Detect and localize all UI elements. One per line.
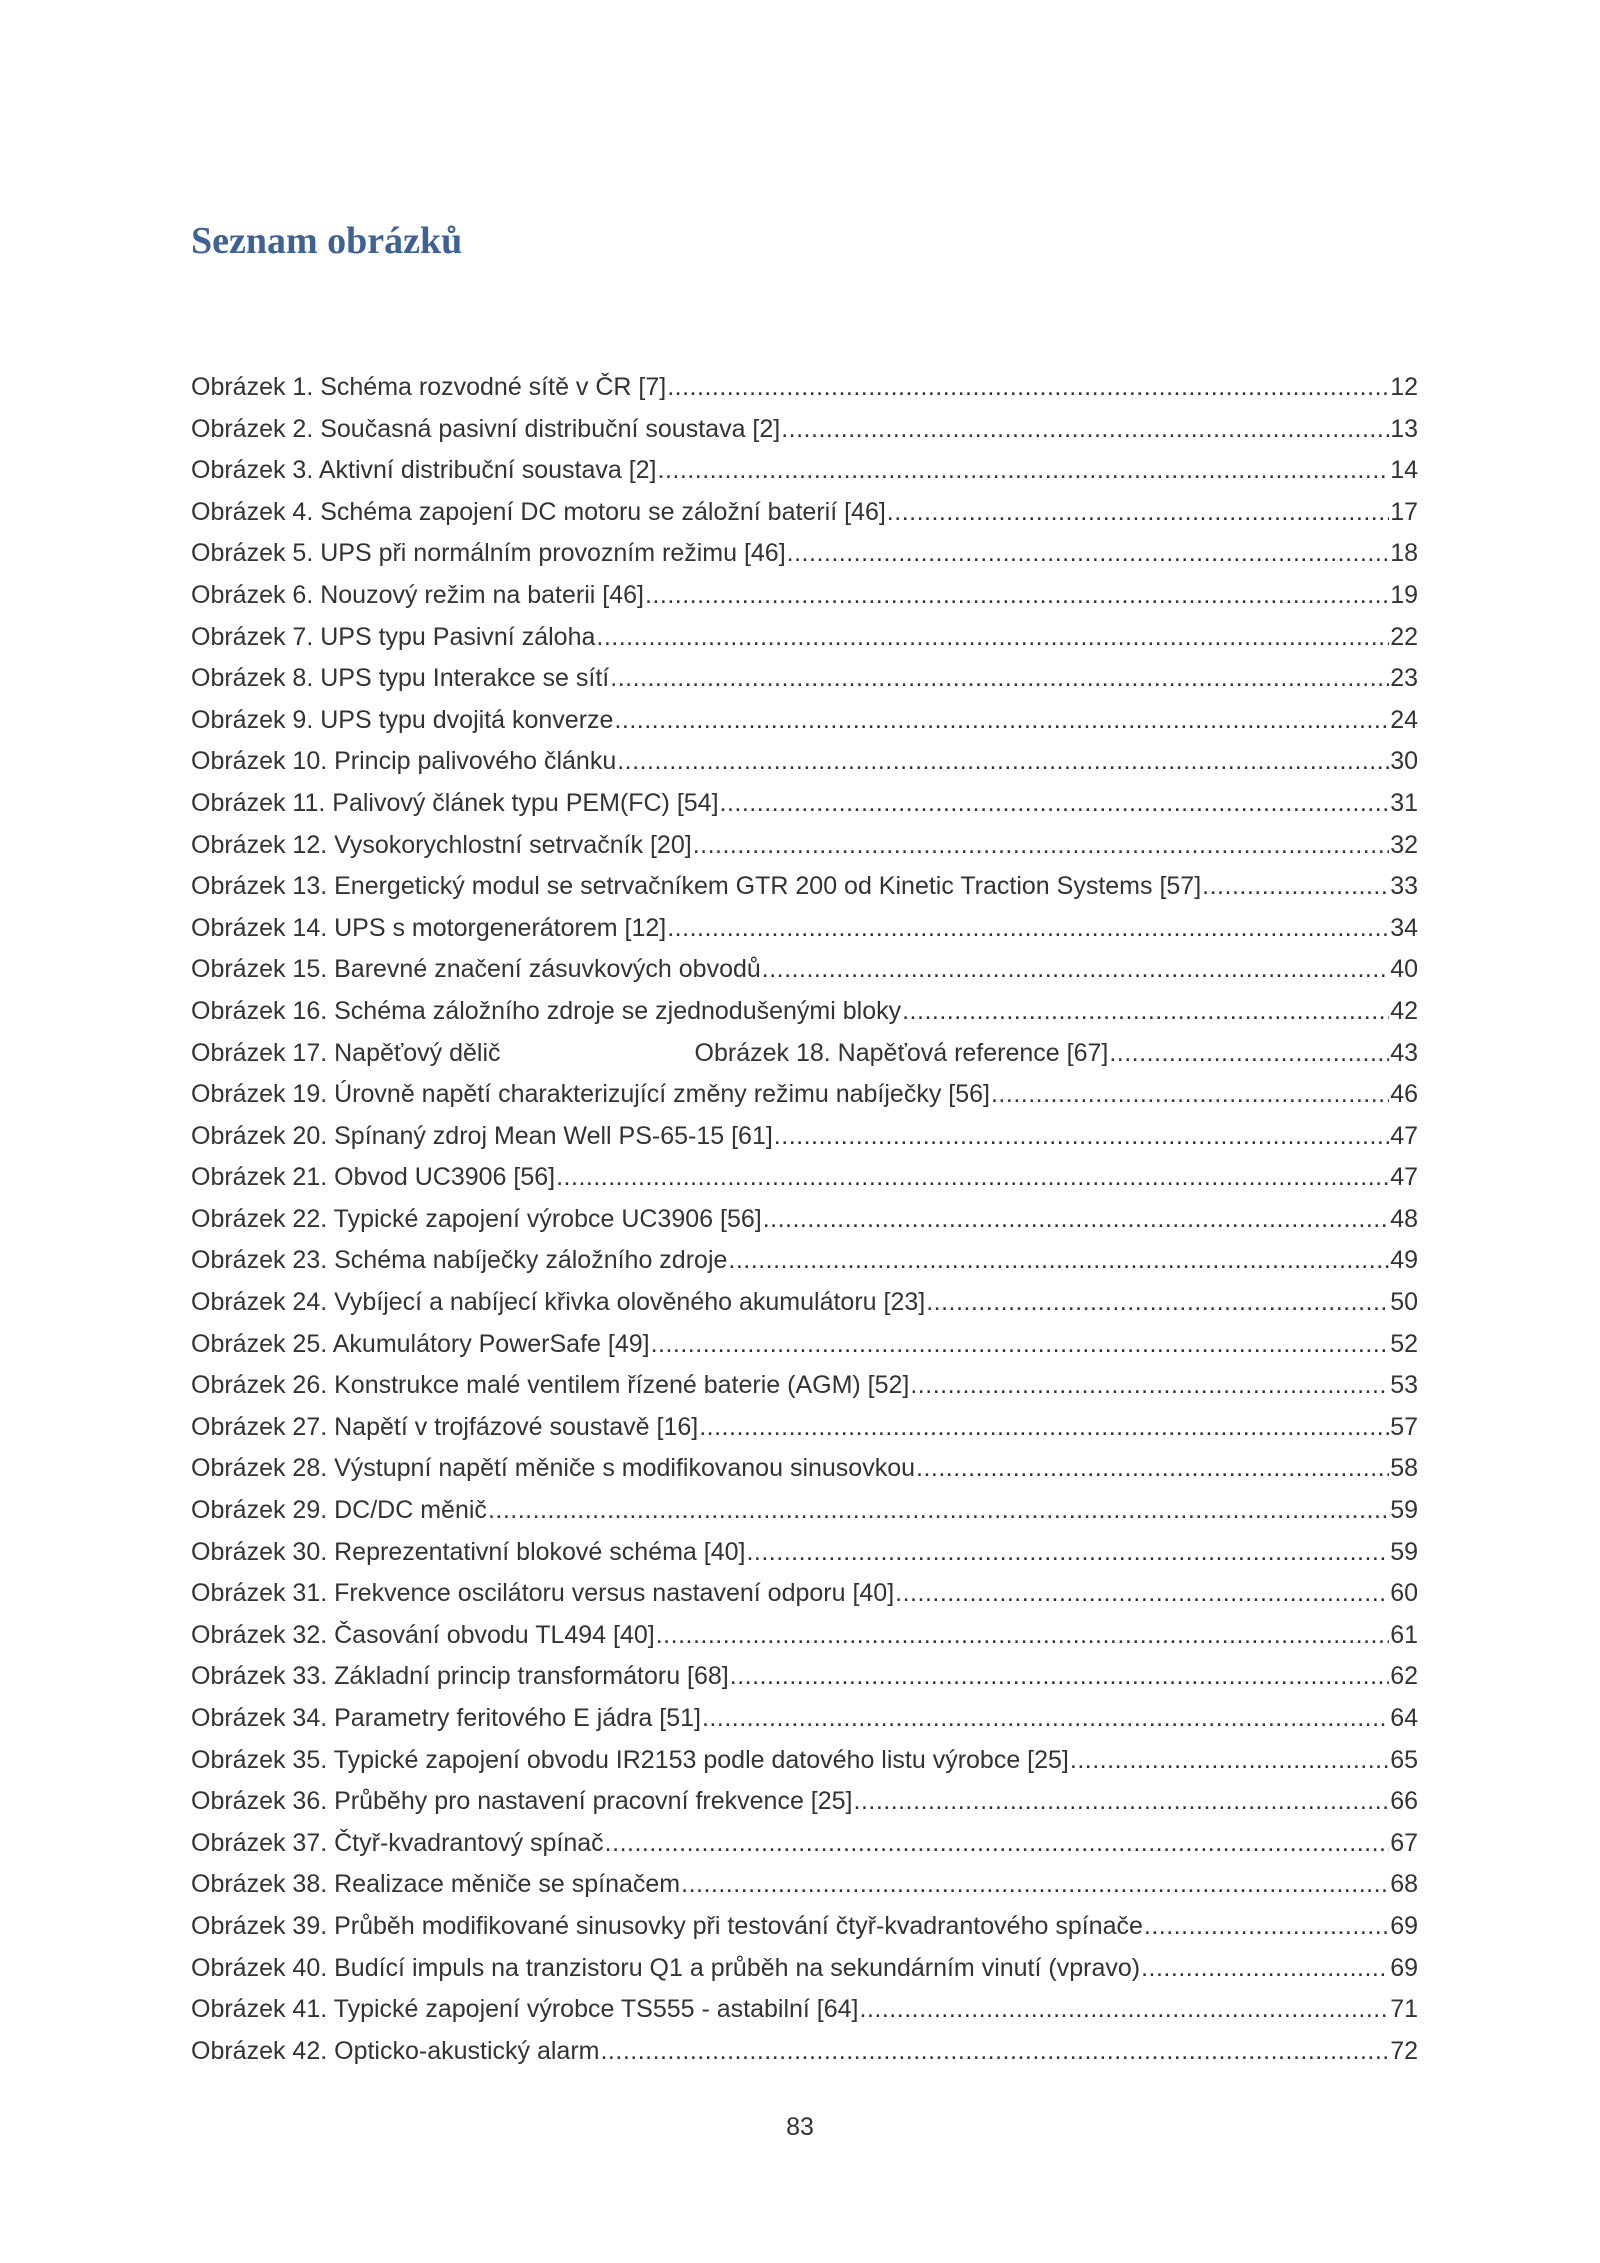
toc-entry-page: 18 [1390,539,1418,568]
toc-entry-page: 72 [1390,2036,1418,2065]
toc-entry-title: Obrázek 4. Schéma zapojení DC motoru se záložní baterií [46] [191,497,886,526]
dot-leader [681,1864,1389,1906]
toc-entry-page: 30 [1390,747,1418,776]
dot-leader [762,949,1389,991]
toc-entry-page: 23 [1390,664,1418,693]
toc-entry-page: 66 [1390,1787,1418,1816]
toc-entry-page: 69 [1390,1911,1418,1940]
dot-leader [651,1324,1390,1366]
dot-leader [1141,1948,1389,1990]
toc-entry-title: Obrázek 20. Spínaný zdroj Mean Well PS-65-15 [61] [191,1121,773,1150]
toc-entry-title: Obrázek 2. Současná pasivní distribuční soustava [2] [191,414,781,443]
toc-entry-page: 62 [1390,1662,1418,1691]
dot-leader [991,1074,1389,1116]
toc-entry-page: 34 [1390,913,1418,942]
toc-entry-title: Obrázek 42. Opticko-akustický alarm [191,2036,600,2065]
dot-leader [854,1781,1390,1823]
toc-entry[interactable] [191,1407,1418,1449]
toc-entry-page: 47 [1390,1163,1418,1192]
dot-leader [596,617,1389,659]
dot-leader [1070,1740,1389,1782]
toc-entry-title: Obrázek 9. UPS typu dvojitá konverze [191,705,614,734]
toc-entry[interactable] [191,1448,1418,1490]
toc-entry-page: 19 [1390,580,1418,609]
toc-entry[interactable] [191,991,1418,1033]
toc-entry-title: Obrázek 35. Typické zapojení obvodu IR2153 podle datového listu výrobce [25] [191,1745,1069,1774]
toc-entry[interactable] [191,450,1418,492]
toc-entry-title: Obrázek 14. UPS s motorgenerátorem [12] [191,913,667,942]
toc-entry[interactable] [191,1532,1418,1574]
toc-entry-title: Obrázek 36. Průběhy pro nastavení pracovní frekvence [25] [191,1787,853,1816]
dot-leader [926,1282,1389,1324]
dot-leader [600,2031,1389,2073]
toc-entry-page: 60 [1390,1579,1418,1608]
toc-entry-title: Obrázek 31. Frekvence oscilátoru versus nastavení odporu [40] [191,1579,895,1608]
dot-leader [902,991,1389,1033]
toc-entry-page: 40 [1390,955,1418,984]
toc-entry-page: 59 [1390,1537,1418,1566]
page-number: 83 [786,2113,814,2141]
toc-entry-title: Obrázek 1. Schéma rozvodné sítě v ČR [7] [191,373,667,401]
toc-entry[interactable] [191,1573,1418,1615]
toc-entry[interactable] [191,1615,1418,1657]
toc-entry-page: 48 [1390,1204,1418,1233]
toc-entry-title: Obrázek 15. Barevné značení zásuvkových obvodů [191,955,761,984]
toc-entry-page: 47 [1390,1121,1418,1150]
dot-leader [693,825,1390,867]
toc-entry-page: 53 [1390,1371,1418,1400]
toc-entry-page: 52 [1390,1329,1418,1358]
toc-entry-page: 57 [1390,1412,1418,1441]
toc-entry[interactable] [191,1864,1418,1906]
dot-leader [887,492,1389,534]
toc-entry-page: 24 [1390,705,1418,734]
toc-entry[interactable] [191,825,1418,867]
toc-entry[interactable] [191,1656,1418,1698]
dot-leader [614,700,1389,742]
toc-entry-title: Obrázek 30. Reprezentativní blokové schéma [40] [191,1537,746,1566]
dot-leader [610,658,1389,700]
dot-leader [746,1532,1389,1574]
toc-entry-title: Obrázek 39. Průběh modifikované sinusovky při testování čtyř-kvadrantového spínače [191,1911,1143,1940]
toc-entry[interactable] [191,1781,1418,1823]
toc-entry-page: 59 [1390,1496,1418,1525]
toc-entry-title: Obrázek 29. DC/DC měnič [191,1496,487,1525]
toc-entry[interactable] [191,1240,1418,1282]
toc-entry-page: 17 [1390,497,1418,526]
toc-entry-title: Obrázek 21. Obvod UC3906 [56] [191,1163,556,1192]
toc-entry[interactable] [191,866,1418,908]
toc-entry[interactable] [191,1948,1418,1990]
toc-entry[interactable] [191,658,1418,700]
dot-leader [1202,866,1389,908]
toc-entry-title: Obrázek 32. Časování obvodu TL494 [40] [191,1620,655,1649]
toc-entry-title: Obrázek 37. Čtyř-kvadrantový spínač [191,1828,604,1857]
toc-entry[interactable] [191,1199,1418,1241]
toc-entry[interactable] [191,1157,1418,1199]
toc-entry-page: 69 [1390,1953,1418,1982]
dot-leader [895,1573,1389,1615]
toc-entry-title: Obrázek 27. Napětí v trojfázové soustavě [16] [191,1412,699,1441]
toc-entry-page: 31 [1390,788,1418,817]
dot-leader [556,1157,1389,1199]
toc-entry-title: Obrázek 6. Nouzový režim na baterii [46] [191,580,644,609]
page-title: Seznam obrázků [191,220,463,262]
toc-entry-title: Obrázek 10. Princip palivového článku [191,747,617,776]
toc-entry-page: 50 [1390,1288,1418,1317]
toc-entry-title: Obrázek 34. Parametry feritového E jádra [51] [191,1704,701,1732]
toc-entry[interactable] [191,1490,1418,1532]
dot-leader [774,1116,1389,1158]
toc-entry[interactable] [191,783,1418,825]
list-of-figures [191,367,1418,2072]
toc-entry-title: Obrázek 33. Základní princip transformátoru [68] [191,1662,729,1691]
toc-entry-page: 22 [1390,622,1418,651]
toc-entry-title: Obrázek 24. Vybíjecí a nabíjecí křivka olověného akumulátoru [23] [191,1288,926,1317]
toc-entry-page: 71 [1390,1995,1418,2024]
toc-entry-page: 64 [1390,1704,1418,1732]
toc-entry[interactable] [191,1698,1418,1740]
toc-entry[interactable] [191,949,1418,991]
toc-entry[interactable] [191,1823,1418,1865]
toc-entry[interactable] [191,741,1418,783]
toc-entry-title: Obrázek 13. Energetický modul se setrvačníkem GTR 200 od Kinetic Traction Systems [57] [191,872,1202,901]
toc-entry-page: 49 [1390,1246,1418,1275]
toc-entry[interactable] [191,533,1418,575]
toc-entry-title: Obrázek 11. Palivový článek typu PEM(FC) [54] [191,788,719,817]
dot-leader [645,575,1389,617]
dot-leader [617,741,1389,783]
toc-entry[interactable] [191,409,1418,451]
toc-entry-page: 43 [1390,1038,1418,1067]
dot-leader [656,1615,1389,1657]
toc-entry-title: Obrázek 7. UPS typu Pasivní záloha [191,622,596,651]
toc-entry[interactable] [191,1324,1418,1366]
toc-entry-title: Obrázek 40. Budící impuls na tranzistoru Q1 a průběh na sekundárním vinutí (vpravo) [191,1953,1141,1982]
toc-entry-page: 61 [1390,1620,1418,1649]
toc-entry[interactable] [191,908,1418,950]
toc-entry-page: 14 [1390,456,1418,485]
toc-entry-title: Obrázek 17. Napěťový dělič [191,1038,501,1067]
dot-leader [728,1240,1389,1282]
toc-entry[interactable] [191,492,1418,534]
toc-entry-title: Obrázek 22. Typické zapojení výrobce UC3906 [56] [191,1204,762,1233]
dot-leader [916,1448,1389,1490]
dot-leader [667,908,1389,950]
toc-entry[interactable] [191,1989,1418,2031]
toc-entry-page: 67 [1390,1828,1418,1857]
toc-entry-page: 58 [1390,1454,1418,1483]
dot-leader [667,367,1389,409]
toc-entry-title: Obrázek 19. Úrovně napětí charakterizující změny režimu nabíječky [56] [191,1080,990,1109]
toc-entry[interactable] [191,1033,1418,1075]
toc-entry-page: 33 [1390,872,1418,901]
toc-entry[interactable] [191,700,1418,742]
toc-entry[interactable] [191,1074,1418,1116]
toc-entry-title: Obrázek 23. Schéma nabíječky záložního zdroje [191,1246,728,1275]
toc-entry-page: 68 [1390,1870,1418,1899]
toc-entry-page: 13 [1390,414,1418,443]
dot-leader [787,533,1390,575]
toc-entry-title: Obrázek 28. Výstupní napětí měniče s modifikovanou sinusovkou [191,1454,916,1483]
toc-entry[interactable] [191,617,1418,659]
dot-leader [702,1698,1389,1740]
toc-entry-page: 42 [1390,996,1418,1025]
toc-entry-title: Obrázek 5. UPS při normálním provozním režimu [46] [191,539,786,568]
dot-leader [910,1365,1389,1407]
toc-entry[interactable] [191,1282,1418,1324]
dot-leader [720,783,1390,825]
toc-entry-title: Obrázek 8. UPS typu Interakce se sítí [191,664,610,693]
toc-entry[interactable] [191,2031,1418,2073]
dot-leader [860,1989,1390,2031]
toc-entry-page: 12 [1390,373,1418,401]
toc-entry-page: 46 [1390,1080,1418,1109]
toc-entry-title: Obrázek 38. Realizace měniče se spínačem [191,1870,681,1899]
dot-leader [488,1490,1389,1532]
toc-entry-title: Obrázek 18. Napěťová reference [67] [694,1038,1109,1067]
toc-entry-title: Obrázek 3. Aktivní distribuční soustava [2] [191,456,657,485]
toc-entry[interactable] [191,1365,1418,1407]
dot-leader [699,1407,1389,1449]
dot-leader [658,450,1390,492]
toc-entry-title: Obrázek 25. Akumulátory PowerSafe [49] [191,1329,650,1358]
dot-leader [730,1656,1389,1698]
toc-entry[interactable] [191,1906,1418,1948]
toc-entry[interactable] [191,367,1418,409]
toc-entry-title: Obrázek 41. Typické zapojení výrobce TS555 - astabilní [64] [191,1995,859,2024]
dot-leader [763,1199,1389,1241]
toc-entry[interactable] [191,1116,1418,1158]
dot-leader [1109,1033,1389,1075]
toc-entry-page: 32 [1390,830,1418,859]
dot-leader [1144,1906,1389,1948]
toc-entry-title: Obrázek 16. Schéma záložního zdroje se zjednodušenými bloky [191,996,902,1025]
dot-leader [605,1823,1390,1865]
toc-entry-title: Obrázek 12. Vysokorychlostní setrvačník [20] [191,830,692,859]
toc-entry-page: 65 [1390,1745,1418,1774]
dot-leader [781,409,1389,451]
toc-entry[interactable] [191,575,1418,617]
toc-entry-title: Obrázek 26. Konstrukce malé ventilem řízené baterie (AGM) [52] [191,1371,910,1400]
toc-entry[interactable] [191,1740,1418,1782]
